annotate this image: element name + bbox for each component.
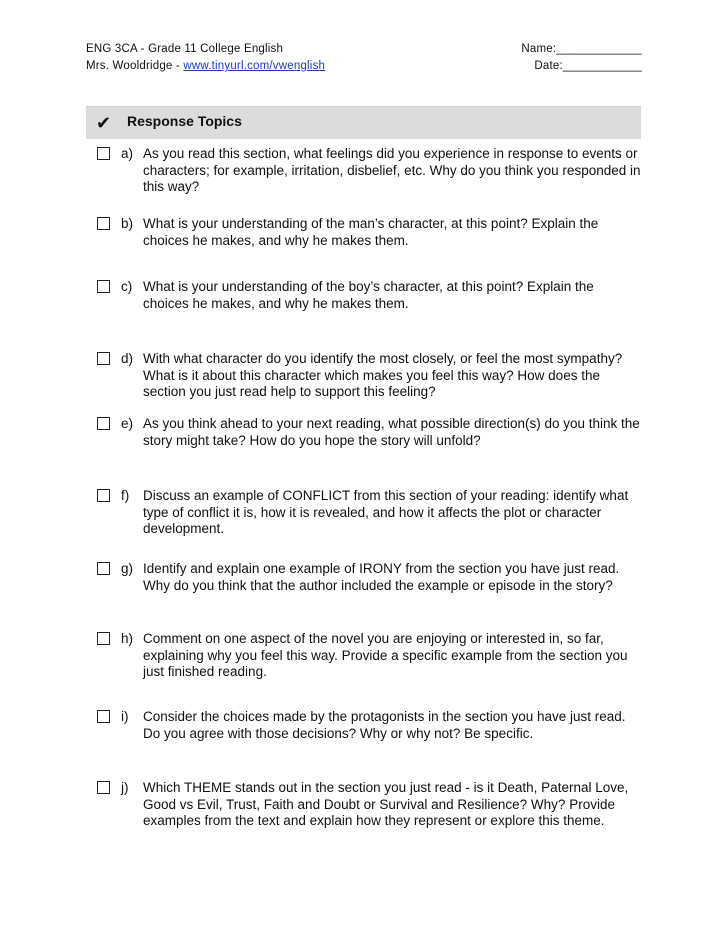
checkbox[interactable] bbox=[97, 217, 110, 230]
item-letter: h) bbox=[121, 631, 134, 646]
item-text: Discuss an example of CONFLICT from this section of your reading: identify what type of conflict it is, how it is revealed, and how it affects the plot or character development. bbox=[143, 488, 629, 536]
item-text: Consider the choices made by the protagonists in the section you have just read. Do you agree with those decisions? Why or why not? Be specific. bbox=[143, 709, 626, 741]
item-letter: e) bbox=[121, 416, 134, 431]
item-letter: f) bbox=[121, 488, 130, 503]
topics-title: Response Topics bbox=[127, 113, 242, 129]
checkbox[interactable] bbox=[97, 280, 110, 293]
item-text: Comment on one aspect of the novel you are enjoying or interested in, so far, explaining why you feel this way. Provide a specific example from the section you just finished reading. bbox=[143, 631, 628, 679]
teacher-line bbox=[86, 58, 325, 75]
item-text: As you think ahead to your next reading, what possible direction(s) do you think the story might take? How do you hope the story will unfold? bbox=[143, 416, 640, 448]
item-letter: b) bbox=[121, 216, 134, 231]
topics-header-bar bbox=[86, 106, 641, 139]
checkbox[interactable] bbox=[97, 417, 110, 430]
checkbox[interactable] bbox=[97, 781, 110, 794]
course-title: ENG 3CA - Grade 11 College English bbox=[86, 43, 284, 55]
header-row-1 bbox=[86, 41, 642, 58]
item-text: Identify and explain one example of IRONY from the section you have just read. Why do you think that the author included the example or episode in the story? bbox=[143, 561, 620, 593]
checkbox[interactable] bbox=[97, 352, 110, 365]
name-field[interactable]: Name:_____________ bbox=[521, 43, 642, 55]
checkbox[interactable] bbox=[97, 147, 110, 160]
item-text: Which THEME stands out in the section you just read - is it Death, Paternal Love, Good vs Evil, Trust, Faith and Doubt or Survival and Resilience? Why? Provide examples from the text and explain how they represent or explore this theme. bbox=[143, 780, 629, 828]
item-letter: i) bbox=[121, 709, 129, 724]
checkbox[interactable] bbox=[97, 710, 110, 723]
item-letter: a) bbox=[121, 146, 134, 161]
teacher-website-link[interactable]: www.tinyurl.com/vwenglish bbox=[183, 60, 326, 72]
checkmark-icon: ✔ bbox=[96, 113, 112, 133]
item-letter: j) bbox=[121, 780, 129, 795]
date-field[interactable]: Date:____________ bbox=[534, 60, 642, 72]
response-topics-section bbox=[86, 106, 641, 828]
teacher-name: Mrs. Wooldridge - bbox=[86, 60, 184, 72]
item-text: With what character do you identify the most closely, or feel the most sympathy? What is it about this character which makes you feel this way? How does the section you just read help to support this feeling? bbox=[143, 351, 623, 399]
checkbox[interactable] bbox=[97, 562, 110, 575]
item-letter: d) bbox=[121, 351, 134, 366]
item-text: As you read this section, what feelings did you experience in response to events or characters; for example, irritation, disbelief, etc. Why do you think you responded in this way? bbox=[143, 146, 641, 194]
item-text: What is your understanding of the man’s character, at this point? Explain the choices he makes, and why he makes them. bbox=[143, 216, 599, 248]
page-header bbox=[86, 41, 642, 75]
item-letter: c) bbox=[121, 279, 133, 294]
checkbox[interactable] bbox=[97, 632, 110, 645]
item-text: What is your understanding of the boy’s character, at this point? Explain the choices he makes, and why he makes them. bbox=[143, 279, 594, 311]
header-row-2 bbox=[86, 58, 642, 75]
checkbox[interactable] bbox=[97, 489, 110, 502]
item-letter: g) bbox=[121, 561, 134, 576]
